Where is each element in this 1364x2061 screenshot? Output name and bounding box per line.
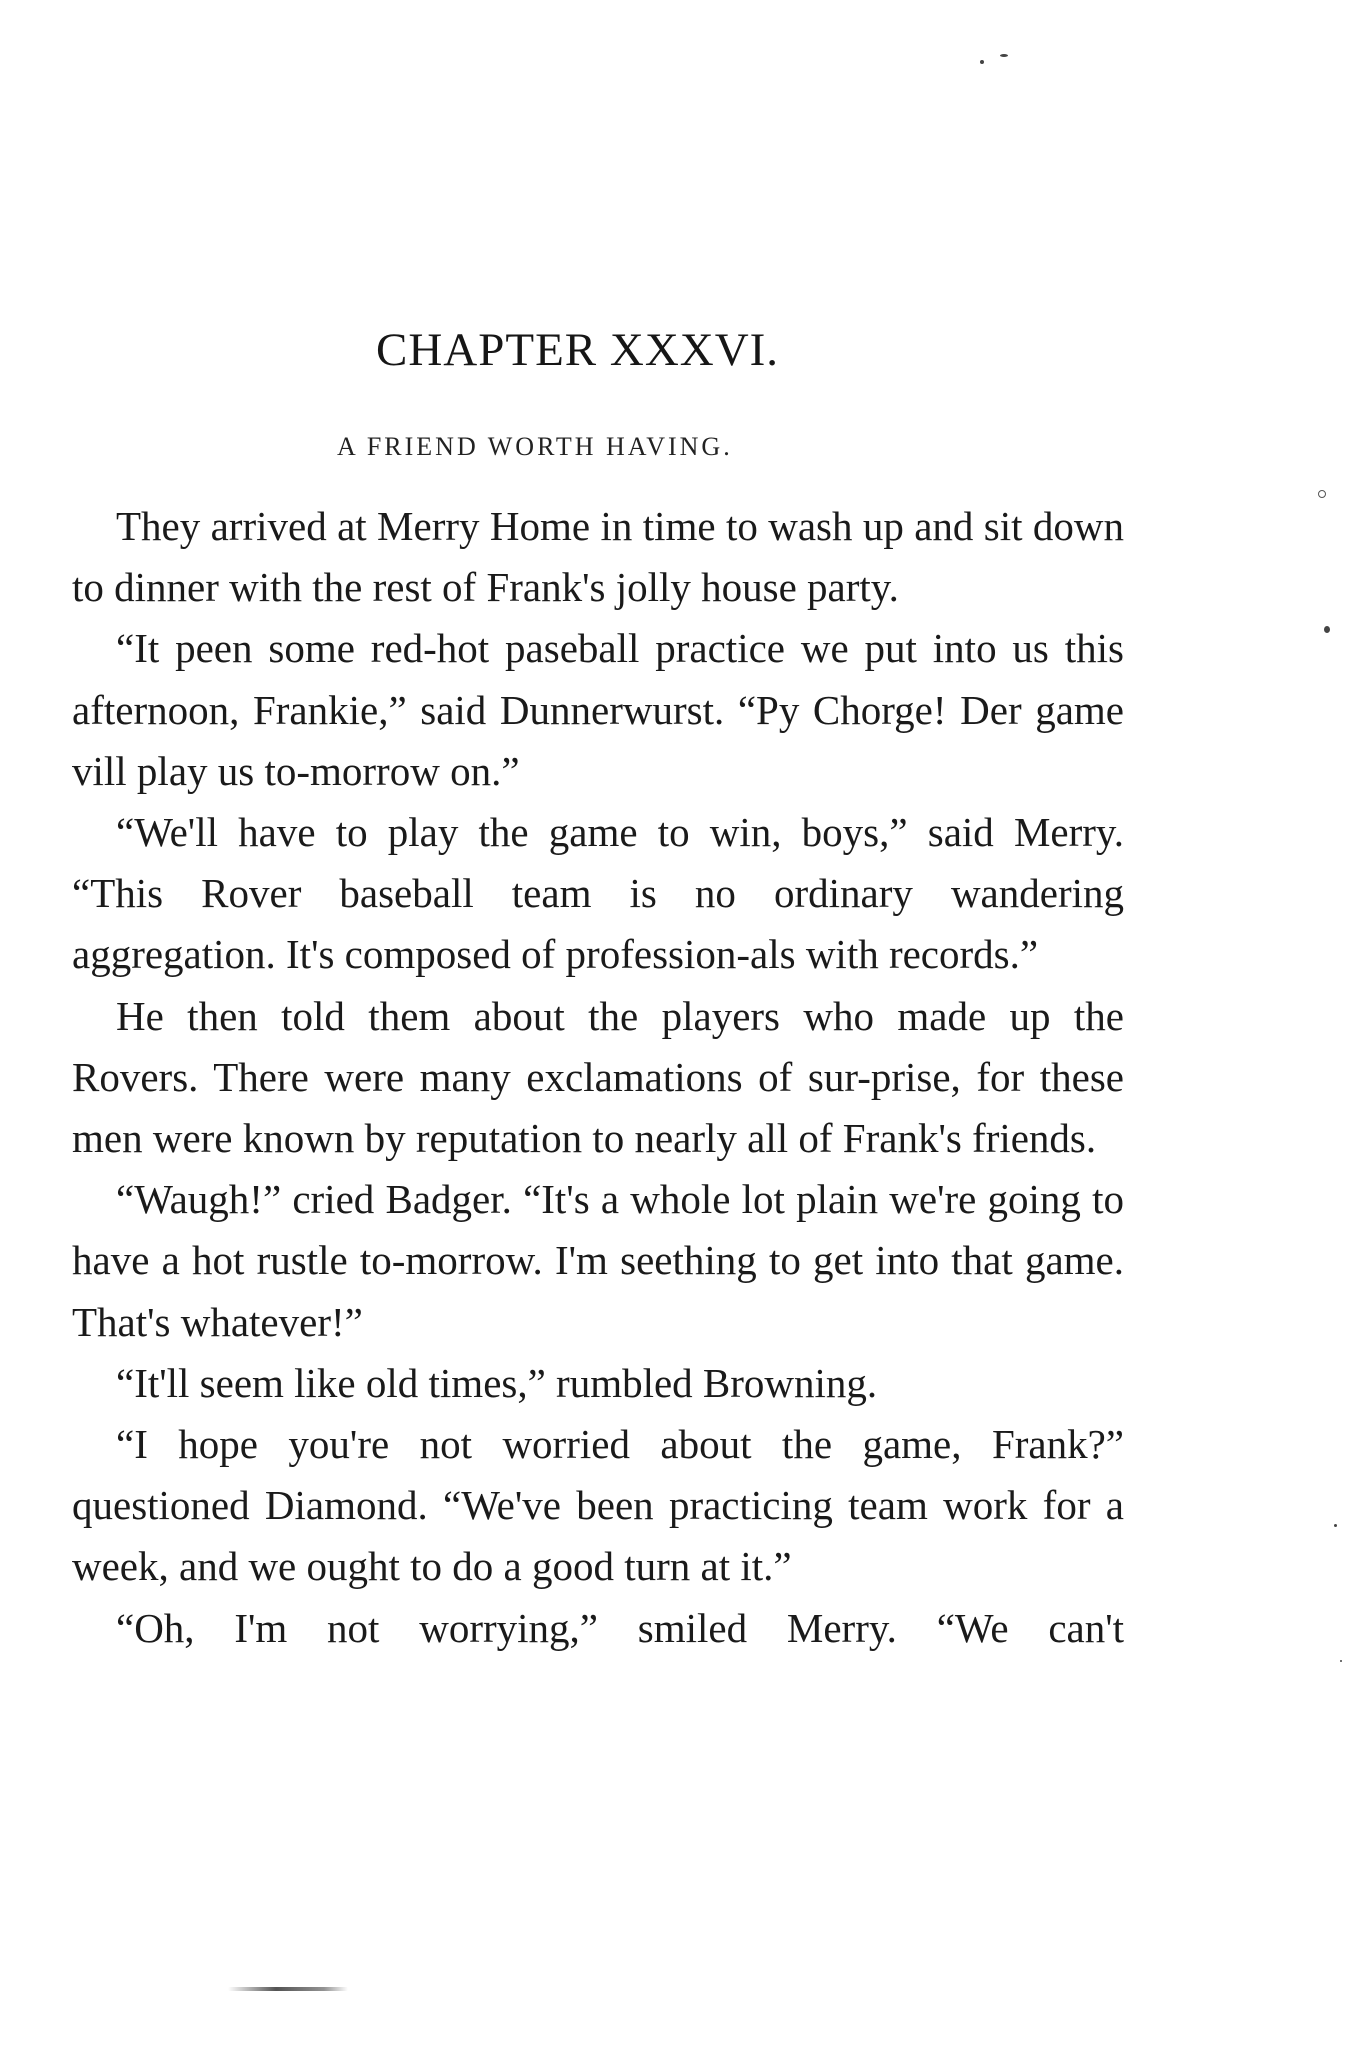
scan-speck (1000, 54, 1008, 57)
scan-speck (980, 60, 984, 64)
body-text (72, 496, 1124, 1659)
paragraph: “Oh, I'm not worrying,” smiled Merry. “We can't (116, 1604, 1124, 1651)
paragraph: They arrived at Merry Home in time to wash up and sit down to dinner with the rest of Frank's jolly house party. (72, 503, 1124, 611)
paragraph: “Waugh!” cried Badger. “It's a whole lot plain we're going to have a hot rustle to-morrow. I'm seething to get into that game. That's whatever!” (72, 1176, 1124, 1345)
scan-smudge (228, 1987, 348, 1991)
paragraph: “We'll have to play the game to win, boys,” said Merry. “This Rover baseball team is no ordinary wandering aggregation. It's composed of profession-als with records.” (72, 809, 1124, 978)
scan-speck (1324, 626, 1330, 633)
paragraph: “It'll seem like old times,” rumbled Browning. (116, 1359, 878, 1406)
paragraph: He then told them about the players who made up the Rovers. There were many exclamations of sur-prise, for these men were known by reputation to nearly all of Frank's friends. (72, 992, 1124, 1162)
chapter-title: CHAPTER XXXVI. (376, 324, 780, 376)
paragraph: “It peen some red-hot paseball practice we put into us this afternoon, Frankie,” said Dunnerwurst. “Py Chorge! Der game vill play us to-morrow on.” (72, 625, 1124, 794)
paragraph: “I hope you're not worried about the game, Frank?” questioned Diamond. “We've been practicing team work for a week, and we ought to do a good turn at it.” (72, 1421, 1124, 1590)
scan-speck (1318, 490, 1326, 498)
scan-speck (1334, 1524, 1337, 1527)
chapter-subtitle: A FRIEND WORTH HAVING. (337, 432, 733, 461)
scan-speck (1340, 1660, 1342, 1662)
